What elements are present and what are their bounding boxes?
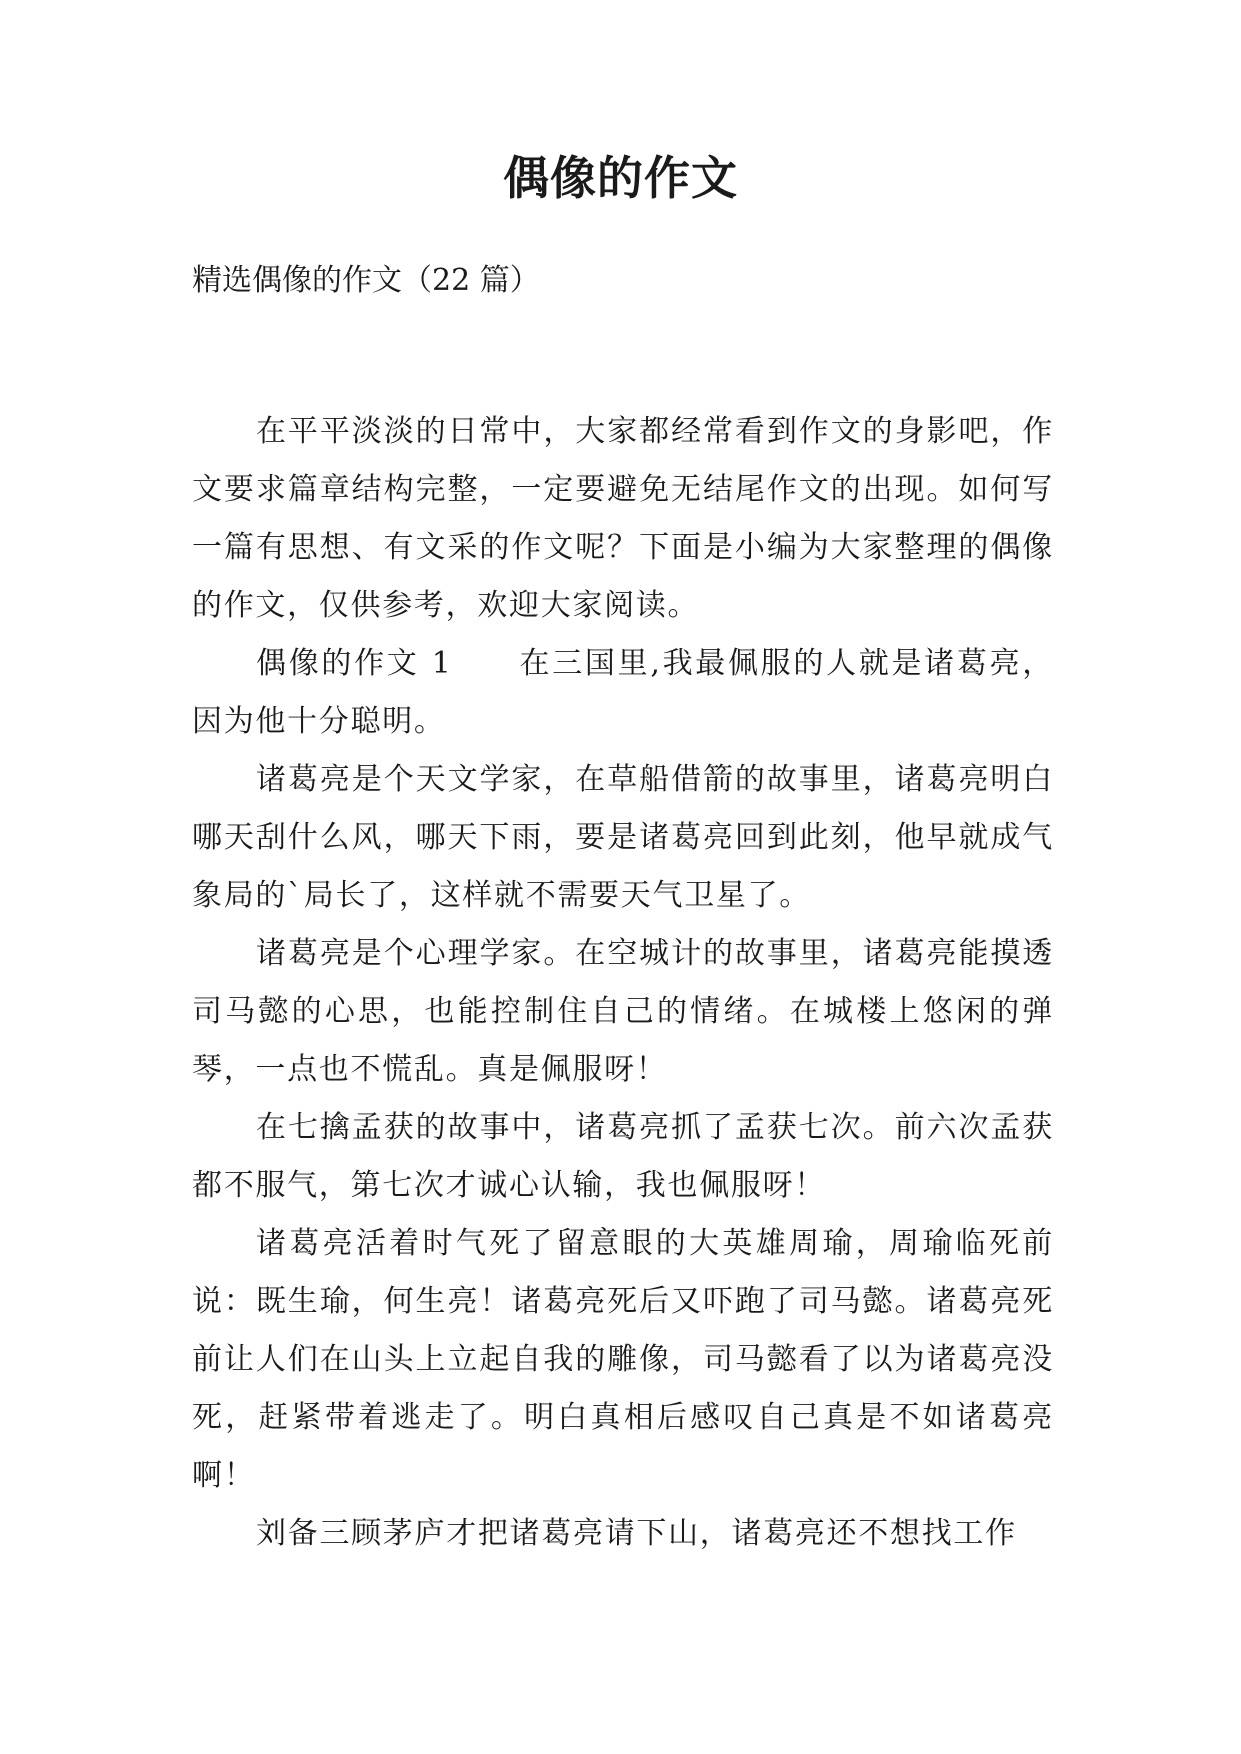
document-body [192,403,1054,1563]
body-paragraph: 诸葛亮是个天文学家，在草船借箭的故事里，诸葛亮明白哪天刮什么风，哪天下雨，要是诸葛亮回到此刻，他早就成气象局的`局长了，这样就不需要天气卫星了。 [192,762,1054,913]
body-paragraph: 在七擒孟获的故事中，诸葛亮抓了孟获七次。前六次孟获都不服气，第七次才诚心认输，我也佩服呀！ [192,1110,1054,1203]
document-subtitle: 精选偶像的作文（22 篇） [192,263,540,298]
intro-paragraph: 在平平淡淡的日常中，大家都经常看到作文的身影吧，作文要求篇章结构完整，一定要避免无结尾作文的出现。如何写一篇有思想、有文采的作文呢？下面是小编为大家整理的偶像的作文，仅供参考，欢迎大家阅读。 [192,414,1054,623]
essay-heading: 偶像的作文 1 [256,646,453,681]
body-paragraph: 诸葛亮活着时气死了留意眼的大英雄周瑜，周瑜临死前说：既生瑜，何生亮！诸葛亮死后又吓跑了司马懿。诸葛亮死前让人们在山头上立起自我的雕像，司马懿看了以为诸葛亮没死，赶紧带着逃走了。明白真相后感叹自己真是不如诸葛亮啊！ [192,1226,1054,1493]
essay-1-first-paragraph [192,635,1054,751]
body-paragraph: 刘备三顾茅庐才把诸葛亮请下山，诸葛亮还不想找工作 [256,1516,1017,1551]
body-paragraph: 诸葛亮是个心理学家。在空城计的故事里，诸葛亮能摸透司马懿的心思，也能控制住自己的情绪。在城楼上悠闲的弹琴，一点也不慌乱。真是佩服呀！ [192,936,1054,1087]
document-title: 偶像的作文 [503,151,738,205]
essay-1-opening-text: 在三国里,我最佩服的人就是诸葛亮，因为他十分聪明。 [192,646,1054,739]
